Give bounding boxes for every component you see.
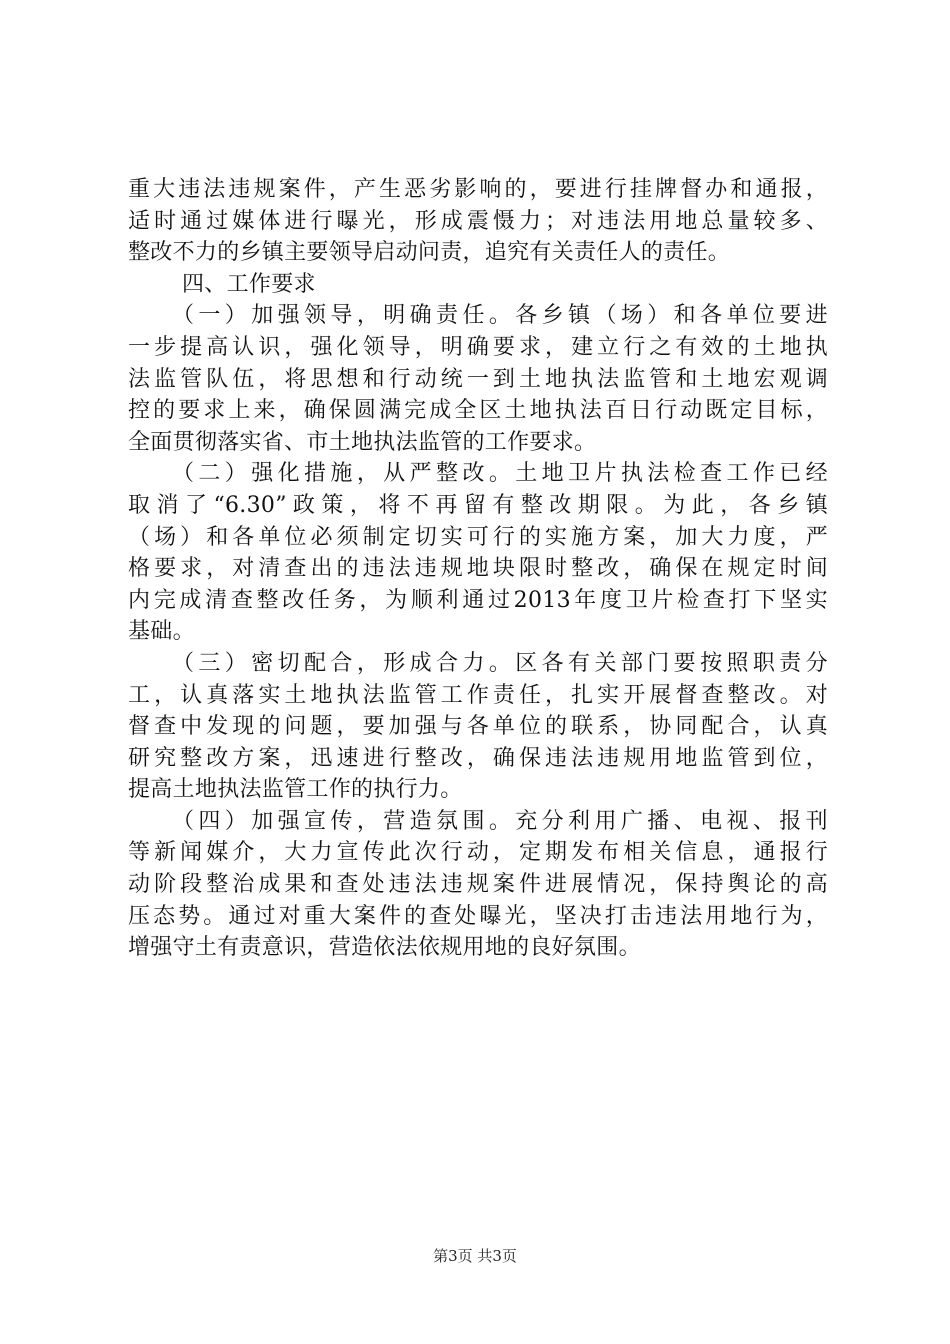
text-line: （一）加强领导，明确责任。各乡镇（场）和各单位要进 — [172, 303, 828, 329]
text-line: （四）加强宣传，营造氛围。充分利用广播、电视、报刊 — [172, 808, 828, 834]
section-heading: 四、工作要求 — [182, 271, 316, 297]
text-line: 增强守土有责意识，营造依法依规用地的良好氛围。 — [128, 935, 641, 961]
text-line: 督查中发现的问题，要加强与各单位的联系，协同配合，认真 — [128, 714, 828, 740]
text-line: （场）和各单位必须制定切实可行的实施方案，加大力度，严 — [128, 524, 828, 550]
text-line: 压态势。通过对重大案件的查处曝光，坚决打击违法用地行为， — [128, 903, 828, 929]
text-line: 重大违法违规案件，产生恶劣影响的，要进行挂牌督办和通报， — [128, 177, 828, 202]
text-line: 整改不力的乡镇主要领导启动问责，追究有关责任人的责任。 — [128, 240, 731, 266]
text-line: 基础。 — [128, 619, 195, 645]
text-line: （三）密切配合，形成合力。区各有关部门要按照职责分 — [172, 650, 828, 676]
text-line: 适时通过媒体进行曝光，形成震慑力；对违法用地总量较多、 — [128, 208, 828, 234]
document-body — [128, 174, 828, 964]
text-line: 取消了“6.30”政策，将不再留有整改期限。为此，各乡镇 — [128, 492, 828, 518]
text-line: 内完成清查整改任务，为顺利通过2013年度卫片检查打下坚实 — [128, 587, 828, 613]
text-line: 提高土地执法监管工作的执行力。 — [128, 777, 463, 803]
page-footer: 第3页 共3页 — [433, 1247, 517, 1265]
text-line: 一步提高认识，强化领导，明确要求，建立行之有效的土地执 — [128, 334, 828, 360]
text-line: 研究整改方案，迅速进行整改，确保违法违规用地监管到位， — [128, 745, 828, 771]
text-line: 等新闻媒介，大力宣传此次行动，定期发布相关信息，通报行 — [128, 840, 828, 866]
text-line: 全面贯彻落实省、市土地执法监管的工作要求。 — [128, 429, 597, 455]
text-line: 控的要求上来，确保圆满完成全区土地执法百日行动既定目标， — [128, 398, 828, 424]
text-line: 格要求，对清查出的违法违规地块限时整改，确保在规定时间 — [128, 556, 828, 582]
text-line: （二）强化措施，从严整改。土地卫片执法检查工作已经 — [172, 461, 828, 487]
text-line: 法监管队伍，将思想和行动统一到土地执法监管和土地宏观调 — [128, 366, 828, 392]
text-line: 动阶段整治成果和查处违法违规案件进展情况，保持舆论的高 — [128, 872, 828, 898]
text-line: 工，认真落实土地执法监管工作责任，扎实开展督查整改。对 — [128, 682, 828, 708]
